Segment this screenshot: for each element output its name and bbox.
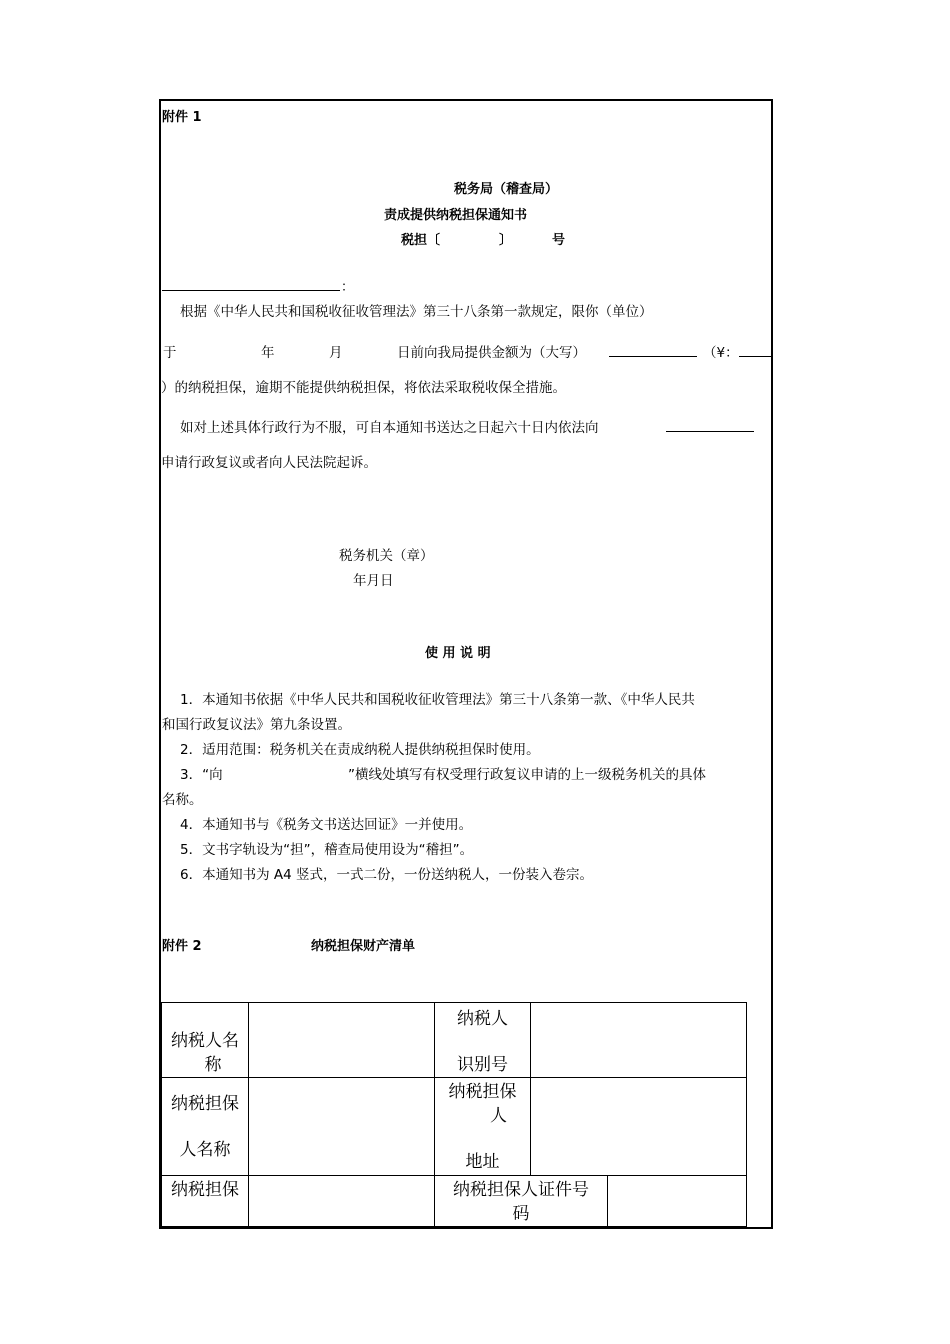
- taxpayer-name-label-b: 称: [204, 1055, 222, 1075]
- para1-line3: ）的纳税担保，逾期不能提供纳税担保，将依法采取税收保全措施。: [161, 380, 566, 396]
- guarantee-property-table: [161, 1002, 747, 1227]
- attachment-1-label: 附件 1: [162, 110, 202, 125]
- para2-line2: 申请行政复议或者向人民法院起诉。: [161, 455, 377, 471]
- instruction-2: 2．适用范围：税务机关在责成纳税人提供纳税担保时使用。: [180, 742, 540, 758]
- para1-line1: 根据《中华人民共和国税收征收管理法》第三十八条第一款规定，限你（单位）: [180, 304, 653, 320]
- doc-number-mid: 〕: [499, 233, 513, 248]
- guarantor-address-label-c: 地址: [465, 1152, 500, 1172]
- guarantor-name-label-b: 人名称: [179, 1140, 231, 1160]
- guarantor-cert-label-cell: [435, 1176, 608, 1227]
- instruction-1: 1．本通知书依据《中华人民共和国税收征收管理法》第三十八条第一款、《中华人民共: [180, 692, 695, 708]
- yen-blank: [739, 356, 771, 357]
- para1-ri-text: 日前向我局提供金额为（大写）: [397, 345, 586, 361]
- guarantor-label: 纳税担保: [171, 1180, 239, 1200]
- para1-yu: 于: [163, 345, 177, 361]
- guarantor-name-label-cell: [162, 1078, 249, 1176]
- guarantor-cert-label-b: 码: [512, 1204, 530, 1224]
- guarantor-address-label-cell: [435, 1078, 531, 1176]
- doc-number-prefix: 税担〔: [401, 233, 441, 248]
- addressee-colon: ：: [341, 280, 355, 295]
- taxpayer-id-label-cell: [435, 1003, 531, 1078]
- table-row: [162, 1003, 747, 1078]
- addressee-blank: [162, 290, 340, 291]
- instruction-1-cont: 和国行政复议法》第九条设置。: [162, 717, 351, 733]
- para2-line1: 如对上述具体行政行为不服，可自本通知书送达之日起六十日内依法向: [180, 420, 599, 436]
- seal-text: 税务机关（章）: [339, 548, 434, 564]
- attachment-2-label: 附件 2: [162, 939, 202, 954]
- taxpayer-id-label-a: 纳税人: [457, 1009, 508, 1029]
- taxpayer-name-value[interactable]: [249, 1003, 435, 1078]
- table-row: [162, 1078, 747, 1176]
- guarantor-name-label-a: 纳税担保: [171, 1094, 239, 1114]
- para1-nian: 年: [261, 345, 275, 361]
- table-row: [162, 1176, 747, 1227]
- notice-title: 责成提供纳税担保通知书: [384, 208, 528, 223]
- guarantor-cert-label-a: 纳税担保人证件号: [453, 1180, 589, 1200]
- instructions-title: 使 用 说 明: [425, 646, 491, 661]
- instruction-4: 4．本通知书与《税务文书送达回证》一并使用。: [180, 817, 473, 833]
- guarantor-address-label-a: 纳税担保: [448, 1082, 517, 1102]
- guarantor-value[interactable]: [249, 1176, 435, 1227]
- para1-yen: （¥：: [703, 345, 739, 361]
- instruction-3-b: ”横线处填写有权受理行政复议申请的上一级税务机关的具体: [348, 767, 706, 783]
- amount-blank: [609, 356, 697, 357]
- instruction-3-a: 3．“向: [180, 767, 223, 783]
- instruction-6: 6．本通知书为 A4 竖式，一式二份，一份送纳税人，一份装入卷宗。: [180, 867, 593, 883]
- para1-yue: 月: [329, 345, 343, 361]
- date-text: 年月日: [353, 573, 394, 589]
- guarantor-label-cell: [162, 1176, 249, 1227]
- instruction-3-cont: 名称。: [162, 792, 203, 808]
- guarantor-cert-value[interactable]: [608, 1176, 747, 1227]
- taxpayer-id-label-b: 识别号: [457, 1055, 508, 1075]
- guarantor-name-value[interactable]: [249, 1078, 435, 1176]
- guarantor-address-label-b: 人: [490, 1106, 507, 1126]
- taxpayer-id-value[interactable]: [531, 1003, 747, 1078]
- bureau-name: 税务局（稽查局）: [454, 182, 559, 197]
- instruction-5: 5．文书字轨设为“担”，稽查局使用设为“稽担”。: [180, 842, 474, 858]
- attachment-2-title: 纳税担保财产清单: [311, 939, 416, 954]
- doc-number-suffix: 号: [552, 233, 566, 248]
- taxpayer-name-label-cell: [162, 1003, 249, 1078]
- guarantor-address-value[interactable]: [531, 1078, 747, 1176]
- review-authority-blank: [666, 431, 754, 432]
- taxpayer-name-label-a: 纳税人名: [171, 1031, 239, 1051]
